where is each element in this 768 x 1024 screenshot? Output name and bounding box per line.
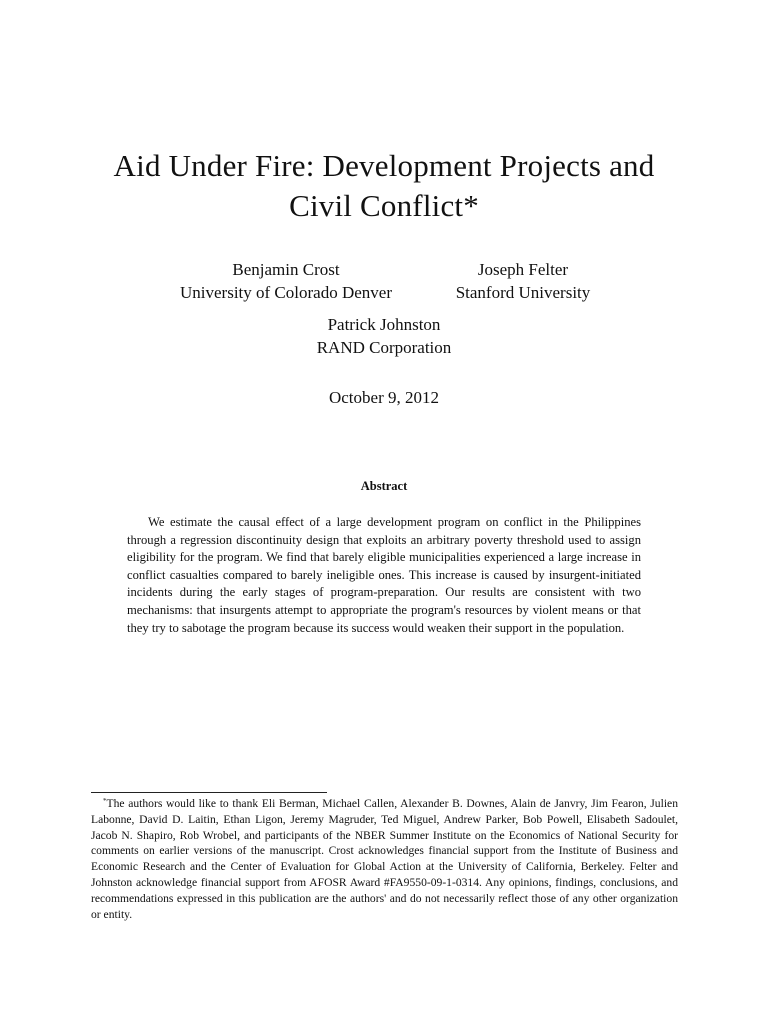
paper-title-line-1: Aid Under Fire: Development Projects and bbox=[113, 148, 655, 183]
author-block-felter bbox=[418, 258, 628, 304]
author-name: Benjamin Crost bbox=[232, 260, 340, 279]
author-block-crost bbox=[146, 258, 426, 304]
author-block-johnston bbox=[234, 313, 534, 359]
footnote-marker: * bbox=[103, 797, 107, 805]
paper-date: October 9, 2012 bbox=[328, 388, 439, 407]
author-name: Patrick Johnston bbox=[327, 315, 441, 334]
abstract-body: We estimate the causal effect of a large development program on conflict in the Philippines through a regression discontinuity design that exploits an arbitrary poverty threshold used to assign eligibility for the program. We find that barely eligible municipalities experienced a large increase in conflict casualties compared to barely ineligible ones. This increase is caused by insurgent-initiated incidents during the early stages of program-preparation. Our results are consistent with two mechanisms: that insurgents attempt to appropriate the program's resources by violent means or that they try to sabotage the program because its success would weaken their support in the population. bbox=[127, 515, 641, 635]
author-affiliation: University of Colorado Denver bbox=[180, 283, 392, 302]
abstract-heading: Abstract bbox=[360, 479, 408, 493]
footnote-divider bbox=[91, 792, 327, 793]
paper-title-line-2: Civil Conflict* bbox=[289, 188, 479, 223]
author-name: Joseph Felter bbox=[477, 260, 569, 279]
paper-title bbox=[60, 146, 708, 226]
footnote bbox=[91, 796, 678, 922]
author-affiliation: RAND Corporation bbox=[316, 338, 452, 357]
footnote-text: The authors would like to thank Eli Berman, Michael Callen, Alexander B. Downes, Alain de Janvry, Jim Fearon, Julien Labonne, David D. Laitin, Ethan Ligon, Jeremy Magruder, Ted Miguel, Andrew Parker, Bob Powell, Elisabeth Sadoulet, Jacob N. Shapiro, Rob Wrobel, and participants of the NBER Summer Institute on the Economics of National Security for comments on earlier versions of the manuscript. Crost acknowledges financial support from the Institute of Business and Economic Research and the Center of Evaluation for Global Action at the University of California, Berkeley. Felter and Johnston acknowledge financial support from AFOSR Award #FA9550-09-1-0314. Any opinions, findings, conclusions, and recommendations expressed in this publication are the authors' and do not necessarily reflect those of any other organization or entity. bbox=[91, 797, 678, 921]
author-affiliation: Stanford University bbox=[455, 283, 591, 302]
